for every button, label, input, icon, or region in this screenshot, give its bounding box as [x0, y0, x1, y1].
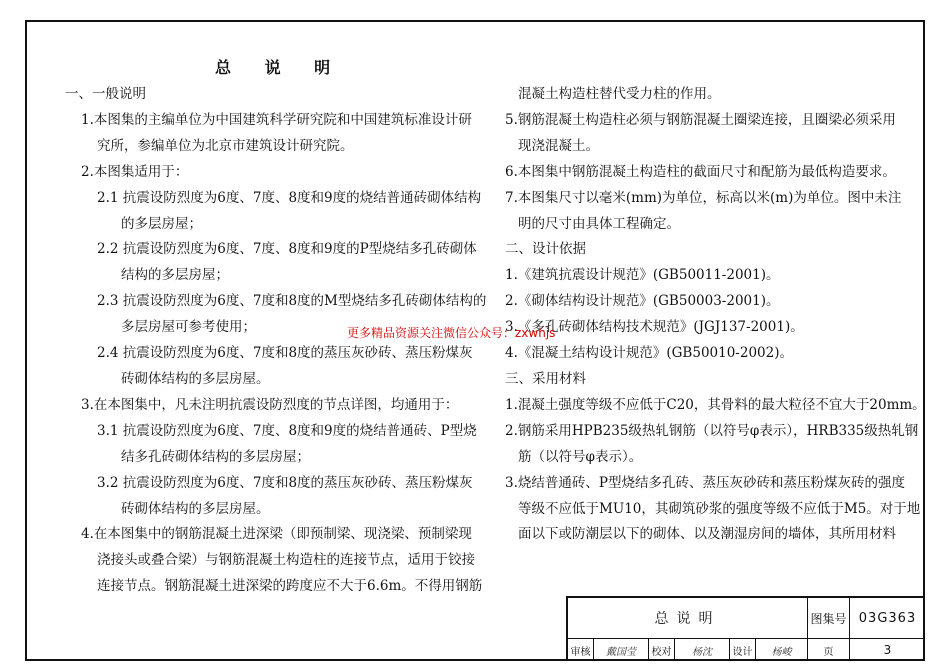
text-line: 2.2 抗震设防烈度为6度、7度、8度和9度的P型烧结多孔砖砌体	[97, 241, 477, 258]
atlas-number: 03G363	[850, 598, 925, 639]
check-signature: 杨沈	[675, 639, 730, 661]
page-label: 页	[808, 639, 850, 661]
check-label: 校对	[649, 639, 675, 661]
text-line: 3.1 抗震设防烈度为6度、7度、8度和9度的烧结普通砖、P型烧	[97, 422, 477, 439]
text-line: 1.混凝土强度等级不应低于C20，其骨料的最大粒径不宜大于20mm。	[505, 396, 926, 413]
text-line: 1.《建筑抗震设计规范》(GB50011-2001)。	[505, 267, 780, 284]
text-line: 砖砌体结构的多层房屋。	[121, 370, 270, 387]
review-signature: 戴国莹	[594, 639, 649, 661]
text-line: 结构的多层房屋；	[121, 267, 229, 284]
text-line: 2.钢筋采用HPB235级热轧钢筋（以符号φ表示），HRB335级热轧钢	[505, 422, 919, 439]
drawing-name: 总说明	[568, 598, 808, 639]
text-line: 究所，参编单位为北京市建筑设计研究院。	[97, 137, 354, 154]
atlas-number-label: 图集号	[808, 598, 850, 639]
text-line: 结多孔砖砌体结构的多层房屋；	[121, 448, 310, 465]
text-line: 砖砌体结构的多层房屋。	[121, 500, 270, 517]
text-line: 面以下或防潮层以下的砌体、以及潮湿房间的墙体，其所用材料	[518, 526, 896, 543]
text-line: 等级不应低于MU10，其砌筑砂浆的强度等级不应低于M5。对于地	[518, 500, 921, 517]
text-line: 3.在本图集中，凡未注明抗震设防烈度的节点详图，均通用于：	[81, 396, 459, 413]
text-line: 4.《混凝土结构设计规范》(GB50010-2002)。	[505, 345, 793, 362]
text-line: 2.本图集适用于：	[81, 163, 189, 180]
design-signature: 杨峻	[756, 639, 808, 661]
page-title: 总 说 明	[215, 58, 345, 77]
text-line: 3.《多孔砖砌体结构技术规范》(JGJ137-2001)。	[505, 319, 804, 336]
text-line: 筋（以符号φ表示）。	[518, 448, 643, 465]
text-line: 现浇混凝土。	[518, 137, 599, 154]
text-line: 7.本图集尺寸以毫米(mm)为单位，标高以米(m)为单位。图中未注	[505, 189, 902, 206]
text-line: 连接节点。钢筋混凝土进深梁的跨度应不大于6.6m。不得用钢筋	[97, 578, 483, 595]
text-line: 明的尺寸由具体工程确定。	[518, 215, 680, 232]
text-line: 3.2 抗震设防烈度为6度、7度和8度的蒸压灰砂砖、蒸压粉煤灰	[97, 474, 473, 491]
left-text-column	[65, 82, 487, 600]
text-line: 3.烧结普通砖、P型烧结多孔砖、蒸压灰砂砖和蒸压粉煤灰砖的强度	[505, 474, 905, 491]
text-line: 1.本图集的主编单位为中国建筑科学研究院和中国建筑标准设计研	[81, 111, 472, 128]
text-line: 2.1 抗震设防烈度为6度、7度、8度和9度的烧结普通砖砌体结构	[97, 189, 482, 206]
text-line: 三、采用材料	[505, 370, 586, 387]
text-line: 4.在本图集中的钢筋混凝土进深梁（即预制梁、现浇梁、预制梁现	[81, 526, 472, 543]
page-number: 3	[883, 643, 892, 657]
watermark-text: 更多精品资源关注微信公众号：zxwhjs	[347, 326, 556, 340]
right-text-column	[505, 82, 926, 548]
text-line: 二、设计依据	[505, 241, 586, 258]
text-line: 6.本图集中钢筋混凝土构造柱的截面尺寸和配筋为最低构造要求。	[505, 163, 896, 180]
text-line: 2.3 抗震设防烈度为6度、7度和8度的M型烧结多孔砖砌体结构的	[97, 293, 487, 310]
text-line: 浇接头或叠合梁）与钢筋混凝土构造柱的连接节点，适用于铰接	[97, 552, 475, 569]
title-block	[566, 596, 923, 659]
text-line: 多层房屋可参考使用；	[121, 319, 256, 336]
text-line: 一、一般说明	[65, 86, 146, 102]
text-line: 2.《砌体结构设计规范》(GB50003-2001)。	[505, 293, 780, 310]
text-line: 2.4 抗震设防烈度为6度、7度和8度的蒸压灰砂砖、蒸压粉煤灰	[97, 345, 473, 362]
text-line: 混凝土构造柱替代受力柱的作用。	[518, 86, 721, 102]
text-line: 5.钢筋混凝土构造柱必须与钢筋混凝土圈梁连接，且圈梁必须采用	[505, 111, 896, 128]
design-label: 设计	[730, 639, 756, 661]
text-line: 的多层房屋；	[121, 215, 202, 232]
review-label: 审核	[568, 639, 594, 661]
